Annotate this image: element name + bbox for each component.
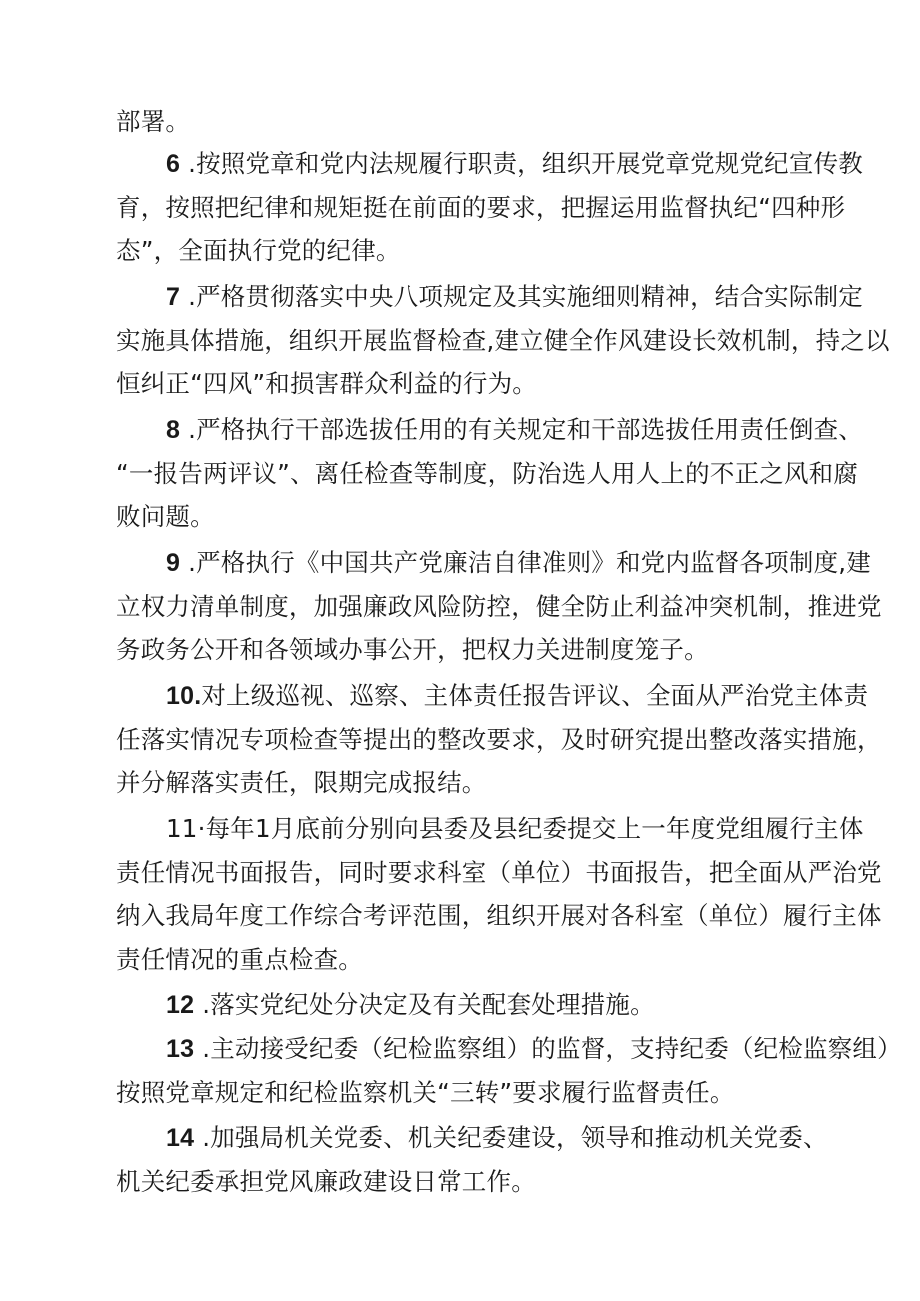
item-text: .主动接受纪委（纪检监察组）的监督，支持纪委（纪检监察组） bbox=[194, 1034, 902, 1063]
item-text: .严格执行干部选拔任用的有关规定和干部选拔任用责任倒查、 bbox=[180, 415, 863, 444]
text-line: 部署。 bbox=[116, 107, 191, 136]
item-10-line-2: 任落实情况专项检查等提出的整改要求，及时研究提出整改落实措施， bbox=[116, 725, 882, 754]
item-number: 9 bbox=[166, 549, 181, 577]
item-11-line-2: 责任情况书面报告，同时要求科室（单位）书面报告，把全面从严治党 bbox=[116, 858, 882, 887]
item-text: 对上级巡视、巡察、主体责任报告评议、全面从严治党主体责 bbox=[201, 681, 869, 710]
item-text: .加强局机关党委、机关纪委建设，领导和推动机关党委、 bbox=[194, 1123, 828, 1152]
item-text: .严格执行《中国共产党廉洁自律准则》和党内监督各项制度,建 bbox=[180, 548, 871, 577]
item-10-line-1 bbox=[166, 674, 920, 718]
item-14-line-2: 机关纪委承担党风廉政建设日常工作。 bbox=[116, 1167, 536, 1196]
item-number: 7 bbox=[166, 283, 181, 311]
item-number: 10. bbox=[166, 682, 202, 710]
item-number: 12 bbox=[166, 991, 195, 1019]
item-number: 11· bbox=[166, 814, 206, 843]
item-11-line-1 bbox=[166, 807, 920, 851]
item-number: 13 bbox=[166, 1035, 195, 1063]
item-14-line-1 bbox=[166, 1116, 920, 1160]
item-number: 14 bbox=[166, 1124, 195, 1152]
item-8-line-2: “一报告两评议”、离任检查等制度，防治选人用人上的不正之风和腐 bbox=[116, 459, 859, 488]
item-6-line-2: 育，按照把纪律和规矩挺在前面的要求，把握运用监督执纪“四种形 bbox=[116, 193, 846, 222]
item-number: 6 bbox=[166, 150, 181, 178]
item-12-line-1 bbox=[166, 983, 920, 1027]
item-7-line-1 bbox=[166, 275, 920, 319]
item-7-line-2: 实施具体措施，组织开展监督检查,建立健全作风建设长效机制，持之以 bbox=[116, 326, 890, 355]
item-text: .严格贯彻落实中央八项规定及其实施细则精神，结合实际制定 bbox=[180, 282, 863, 311]
item-text: .按照党章和党内法规履行职责，组织开展党章党规党纪宣传教 bbox=[180, 149, 863, 178]
item-11-line-3: 纳入我局年度工作综合考评范围，组织开展对各科室（单位）履行主体 bbox=[116, 901, 882, 930]
item-8-line-3: 败问题。 bbox=[116, 502, 215, 531]
item-13-line-1 bbox=[166, 1027, 920, 1071]
item-9-line-3: 务政务公开和各领域办事公开，把权力关进制度笼子。 bbox=[116, 635, 709, 664]
item-9-line-2: 立权力清单制度，加强廉政风险防控，健全防止利益冲突机制，推进党 bbox=[116, 592, 882, 621]
item-text: .落实党纪处分决定及有关配套处理措施。 bbox=[194, 990, 655, 1019]
item-number: 8 bbox=[166, 416, 181, 444]
item-8-line-1 bbox=[166, 408, 920, 452]
item-7-line-3: 恒纠正“四风”和损害群众利益的行为。 bbox=[116, 369, 537, 398]
item-11-line-4: 责任情况的重点检查。 bbox=[116, 945, 363, 974]
item-6-line-1 bbox=[166, 142, 920, 186]
item-text: 每年1月底前分别向县委及县纪委提交上一年度党组履行主体 bbox=[205, 814, 864, 843]
item-10-line-3: 并分解落实责任，限期完成报结。 bbox=[116, 768, 487, 797]
item-9-line-1 bbox=[166, 541, 920, 585]
item-13-line-2: 按照党章规定和纪检监察机关“三转”要求履行监督责任。 bbox=[116, 1078, 735, 1107]
item-6-line-3: 态”，全面执行党的纪律。 bbox=[116, 236, 401, 265]
